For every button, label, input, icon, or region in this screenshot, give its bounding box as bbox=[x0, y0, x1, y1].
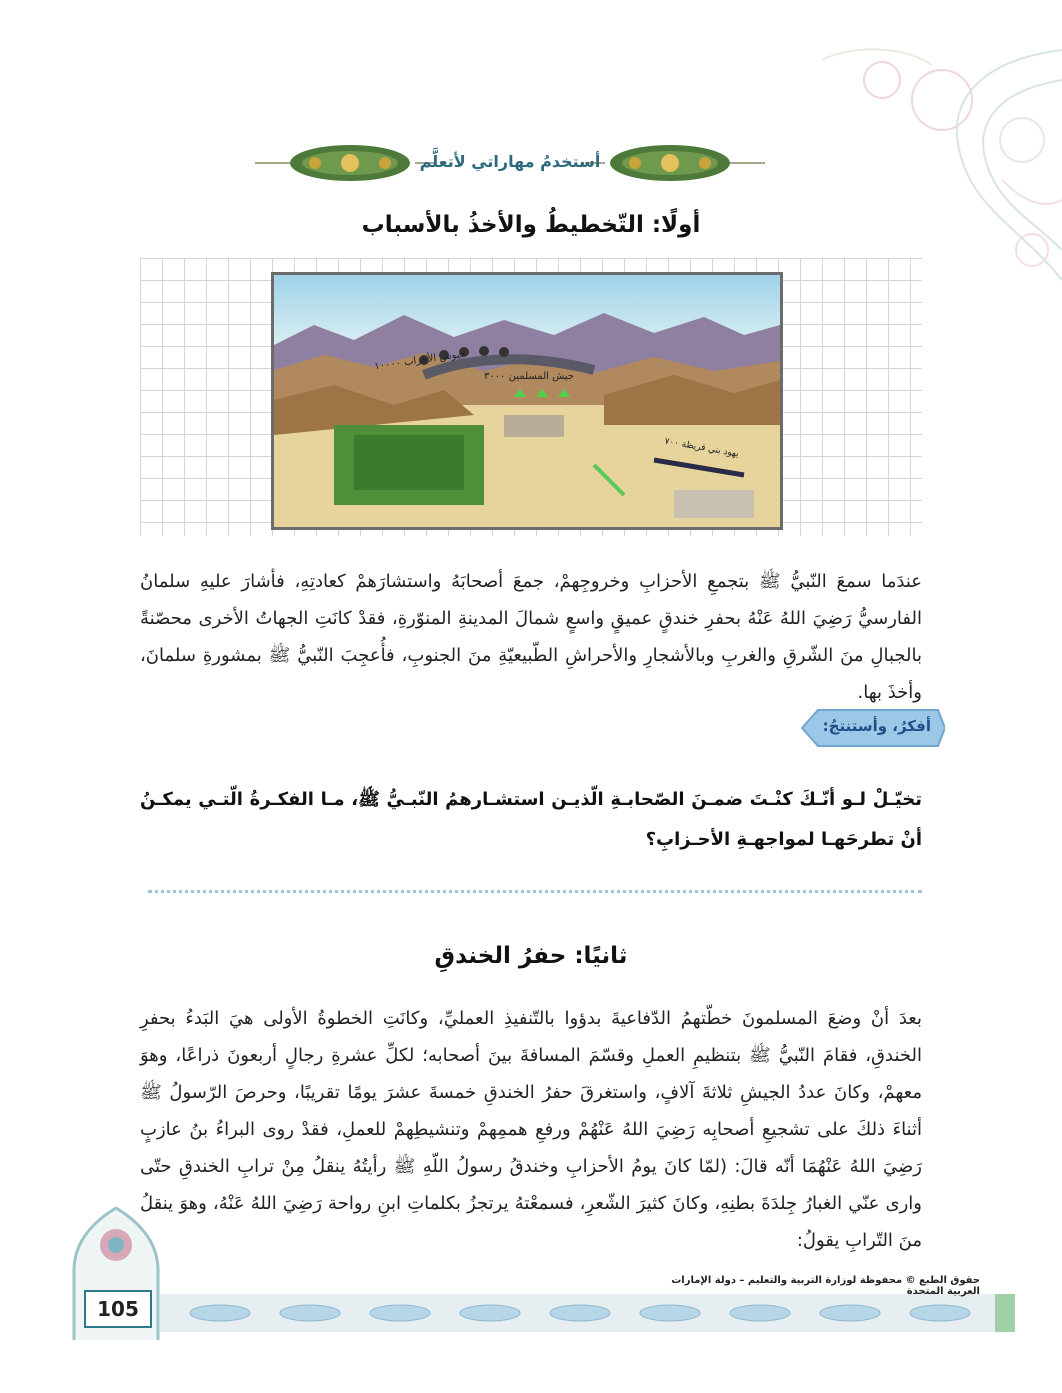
dotted-divider bbox=[148, 890, 922, 893]
think-question: تخيّـلْ لـو أنّـكَ كنْـتَ ضمـنَ الصّحابـةِ الّذيـن استشـارهمُ النّبـيُّ ﷺ، مـا الفكـرةُ الّتـي يمكـنُ أنْ تطرحَهـا لمواجهـةِ الأحـزابِ؟ bbox=[140, 789, 922, 850]
map-label-muslimin: جيش المسلمين ٣٠٠٠ bbox=[484, 371, 575, 382]
section-banner bbox=[255, 140, 765, 186]
map-label-ahzab: جيوش الأحزاب ١٠٠٠٠ bbox=[373, 348, 467, 373]
planning-paragraph: عندَما سمعَ النّبيُّ ﷺ بتجمعِ الأحزابِ وخروجِهمْ، جمعَ أصحابَهُ واستشارَهمْ كعادتِهِ، فأشارَ عليهِ سلمانُ الفارسيُّ رَضِيَ اللهُ عَنْهُ بحفرِ خندقٍ عميقٍ واسعٍ شمالَ المدينةِ المنوّرةِ، فقدْ كانَتِ الجهاتُ الأخرى محصّنةً بالجبالِ منَ الشّرقِ والغربِ وبالأشجارِ والأحراشِ الطّبيعيّةِ منَ الجنوبِ، فأُعجِبَ النّبيُّ ﷺ بمشورةِ سلمانَ، وأخذَ بها. bbox=[140, 571, 922, 703]
section-title-digging: ثانيًا: حفرُ الخندقِ bbox=[434, 943, 628, 969]
banner-label: أستخدمُ مهاراتي لأتعلَّم bbox=[419, 152, 601, 171]
copyright-notice: حقوق الطبع © محفوظة لوزارة التربية والتعليم – دولة الإمارات العربية المتحدة bbox=[671, 1275, 980, 1297]
map-label-qurayza: يهود بني قريظة ٧٠٠ bbox=[663, 436, 740, 460]
battle-map-illustration bbox=[271, 272, 783, 530]
section-title-planning: أولًا: التّخطيطُ والأخذُ بالأسباب bbox=[361, 212, 701, 238]
think-badge-label: أفكرُ، وأستنتجُ: bbox=[822, 717, 931, 735]
digging-paragraph: بعدَ أنْ وضعَ المسلمونَ خطّتهمُ الدّفاعيةَ بدؤوا بالتّنفيذِ العمليِّ، وكانَتِ الخطوةُ الأولى هيَ البَدءُ بحفرِ الخندقِ، فقامَ النّبيُّ ﷺ بتنظيمِ العملِ وقسّمَ المسافةَ بينَ أصحابه؛ لكلِّ عشرةِ رجالٍ أربعونَ ذراعًا، وهوَ معهمْ، وكانَ عددُ الجيشِ ثلاثةَ آلافٍ، واستغرقَ حفرُ الخندقِ خمسةَ عشرَ يومًا تقريبًا، وحرصَ الرّسولُ ﷺ أثناءَ ذلكَ على تشجيعِ أصحابِه رَضِيَ اللهُ عَنْهُمْ ورفعِ هممِهمْ وتنشيطِهمْ للعملِ، فقدْ روى البراءُ بنُ عازبٍ رَضِيَ اللهُ عَنْهُمَا أنّه قالَ: (لمّا كانَ يومُ الأحزابِ وخندقُ رسولُ اللّهِ ﷺ رأيتُهُ ينقلُ مِنْ ترابِ الخندقِ حتّى وارى عنّي الغبارُ جِلدَةَ بطنِهِ، وكانَ كثيرَ الشّعرِ، فسمعْتهُ يرتجزُ بكلماتِ ابنِ رواحة رَضِيَ اللهُ عَنْهُ، وهوَ ينقلُ منَ التّرابِ يقولُ: bbox=[140, 1008, 922, 1251]
page-number: 105 bbox=[84, 1290, 152, 1328]
think-deduce-badge bbox=[800, 708, 945, 748]
map-drawing bbox=[274, 275, 780, 527]
